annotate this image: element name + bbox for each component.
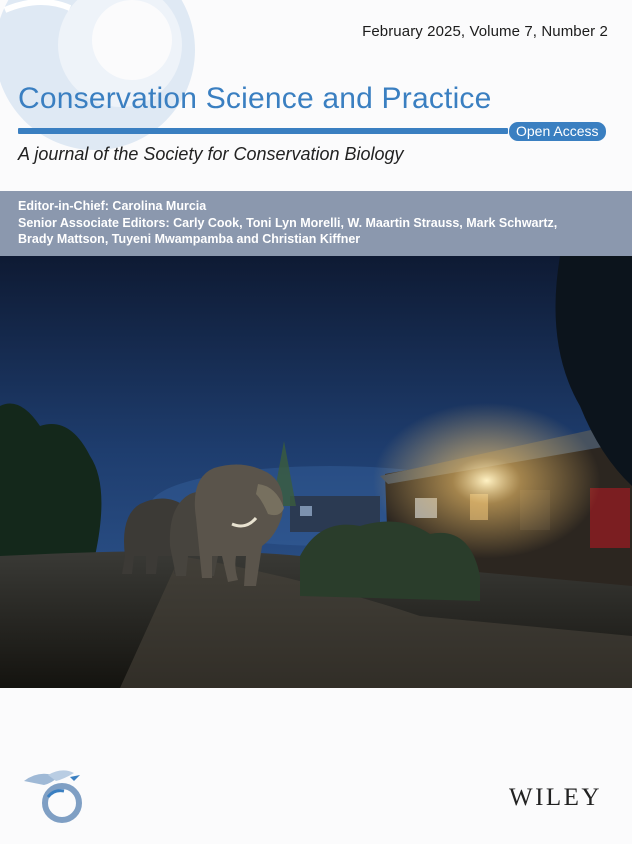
journal-title: Conservation Science and Practice — [18, 82, 492, 115]
open-access-badge: Open Access — [509, 122, 606, 141]
cover-photo-elephants-night — [0, 256, 632, 688]
senior-editors-line-1: Senior Associate Editors: Carly Cook, Toni Lyn Morelli, W. Maartin Strauss, Mark Schwartz, — [18, 215, 558, 230]
journal-subtitle: A journal of the Society for Conservation Biology — [18, 144, 404, 164]
senior-editors-line-2: Brady Mattson, Tuyeni Mwampamba and Christian Kiffner — [18, 232, 361, 246]
society-bird-logo-icon — [18, 767, 90, 825]
editors-band — [0, 191, 632, 256]
editor-in-chief: Editor-in-Chief: Carolina Murcia — [18, 199, 207, 213]
title-rule — [18, 128, 508, 134]
publisher-logo: WILEY — [508, 784, 602, 811]
issue-info: February 2025, Volume 7, Number 2 — [362, 23, 608, 40]
